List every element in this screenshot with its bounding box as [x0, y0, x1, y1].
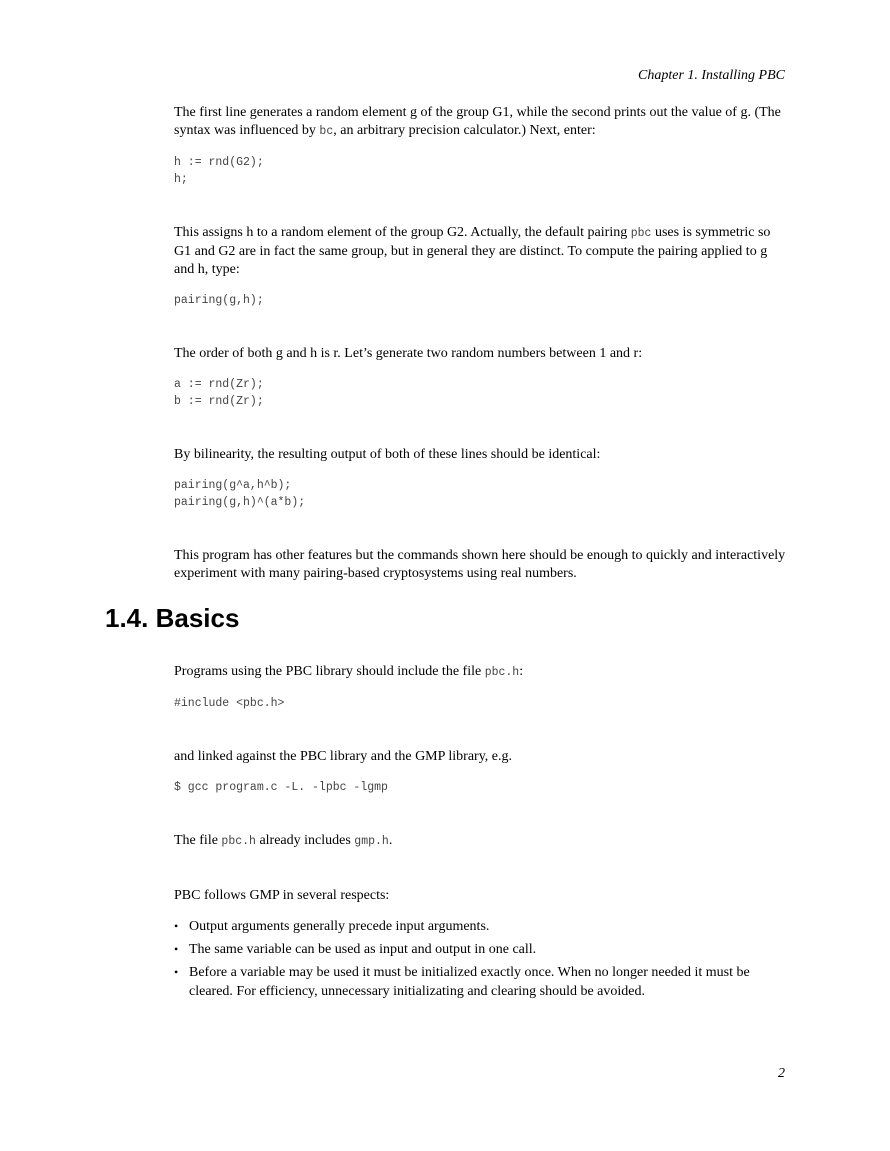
paragraph-intro-4: By bilinearity, the resulting output of both of these lines should be identical:: [174, 447, 601, 462]
bullet-icon: •: [174, 942, 179, 956]
code-block-h: h := rnd(G2); h;: [174, 156, 264, 186]
paragraph-intro-2: [174, 224, 786, 279]
inline-code-pbc-h: pbc.h: [484, 666, 520, 679]
page-number: 2: [778, 1066, 785, 1081]
intro-section: [174, 104, 786, 583]
list-item: [174, 917, 786, 936]
text: already includes: [255, 833, 355, 848]
section-title: 1.4. Basics: [105, 603, 240, 633]
paragraph-basics-1: [174, 663, 786, 682]
code-block-gcc: $ gcc program.c -L. -lpbc -lgmp: [174, 781, 388, 794]
inline-code-pbc-h: pbc.h: [221, 835, 256, 848]
text: uses is symmetric so G1 and G2 are in fact the same group, but in general they are distinct. To compute the pairing applied to g and h, type:: [174, 225, 771, 277]
text: , an arbitrary precision calculator.) Next, enter:: [333, 123, 596, 138]
list-item-text: The same variable can be used as input and output in one call.: [189, 942, 537, 957]
text: :: [519, 664, 524, 679]
running-header: Chapter 1. Installing PBC: [638, 68, 785, 83]
bullet-icon: •: [174, 965, 179, 979]
text: The file: [174, 833, 222, 848]
text: .: [388, 833, 393, 848]
paragraph-basics-3: [174, 832, 786, 851]
paragraph-intro-5: This program has other features but the commands shown here should be enough to quickly and interactively experiment with many pairing-based cryptosystems using real numbers.: [174, 548, 786, 581]
code-block-random: a := rnd(Zr); b := rnd(Zr);: [174, 378, 264, 408]
paragraph-basics-2: and linked against the PBC library and the GMP library, e.g.: [174, 749, 513, 764]
basics-section: [174, 663, 786, 1005]
inline-code-pbc: pbc: [630, 227, 652, 240]
bullet-icon: •: [174, 919, 179, 933]
bullet-list: [174, 917, 786, 1001]
paragraph-intro-3: The order of both g and h is r. Let’s generate two random numbers between 1 and r:: [174, 346, 643, 361]
text: This assigns h to a random element of the group G2. Actually, the default pairing: [174, 225, 631, 240]
code-block-bilinearity: pairing(g^a,h^b); pairing(g,h)^(a*b);: [174, 479, 306, 509]
list-item-text: Output arguments generally precede input arguments.: [189, 919, 490, 934]
code-block-include: #include <pbc.h>: [174, 697, 285, 710]
code-block-pairing: pairing(g,h);: [174, 294, 264, 307]
list-item: [174, 940, 786, 959]
list-item-text: Before a variable may be used it must be initialized exactly once. When no longer needed it must be cleared. For efficiency, unnecessary initializating and clearing should be avoided.: [189, 965, 750, 999]
paragraph-basics-4: PBC follows GMP in several respects:: [174, 888, 390, 903]
list-item: [174, 963, 786, 1001]
text: Programs using the PBC library should include the file: [174, 664, 485, 679]
inline-code-gmp-h: gmp.h: [354, 835, 389, 848]
inline-code-bc: bc: [319, 125, 334, 138]
paragraph-intro-1: [174, 104, 786, 141]
text: The first line generates a random element g of the group G1, while the second prints out the value of g. (The syntax was influenced by: [174, 105, 781, 138]
